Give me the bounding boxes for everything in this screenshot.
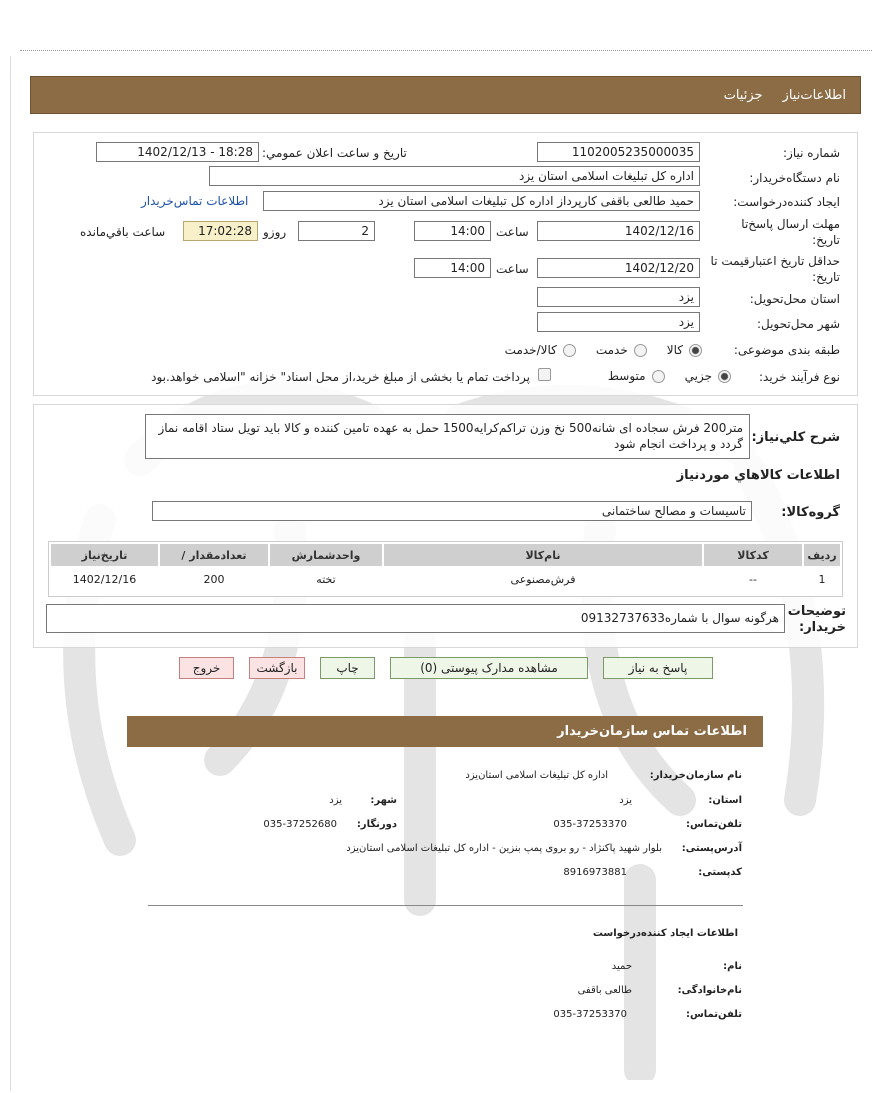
col-name-header: نام‌کالا <box>383 543 703 567</box>
process-options <box>596 367 731 385</box>
col-unit-header: واحدشمارش <box>269 543 383 567</box>
contact-address-label: آدرس‌پستی: <box>681 843 742 854</box>
summary-box <box>145 414 750 459</box>
summary-text: متر200 فرش سجاده ای شانه500 نخ وزن تراکم‌کرایه1500 حمل به عهده تامین کننده و کالا باید تویل ستاد اقامه نماز گردد و پرداخت انجام شود <box>158 421 743 451</box>
contact-fax-label: دورنگار: <box>356 819 397 830</box>
print-button[interactable]: چاپ <box>320 657 375 679</box>
validity-time-label: ساعت <box>496 262 529 276</box>
tab-need-info[interactable]: اطلاعات‌نیاز <box>782 87 846 103</box>
tab-details[interactable]: جزئیات <box>723 87 763 103</box>
need-number-label: شماره نیاز: <box>783 146 840 160</box>
process-label: نوع فرآیند خرید: <box>759 370 840 384</box>
cell-unit: تخته <box>316 573 336 586</box>
remaining-label: ساعت باقي‌مانده <box>80 225 166 239</box>
deadline-label: مهلت ارسال پاسخ‌تا تاریخ: <box>741 217 840 247</box>
buyer-notes-field: هرگونه سوال با شماره09132737633 <box>46 604 785 633</box>
col-qty-header: تعدادمقدار / <box>159 543 269 567</box>
category-both-label: کالا/خدمت <box>504 343 557 357</box>
announce-label: تاریخ و ساعت اعلان عمومي: <box>262 146 407 160</box>
province-field: یزد <box>537 287 700 307</box>
process-medium-label: متوسط <box>607 369 646 383</box>
cell-row: 1 <box>818 573 826 586</box>
days-field: 2 <box>298 221 375 241</box>
process-minor-label: جزیي <box>684 369 712 383</box>
contact-postal-label: کد‌پستی: <box>698 867 742 878</box>
creator-name-label: نام: <box>723 961 742 972</box>
org-label: نام سازمان‌خریدار: <box>649 770 742 781</box>
need-number-field: 1102005235000035 <box>537 142 700 162</box>
col-code-header: کدکالا <box>703 543 803 567</box>
back-button[interactable]: بازگشت <box>249 657 305 679</box>
city-field: یزد <box>537 312 700 332</box>
process-medium-radio[interactable] <box>652 370 665 383</box>
city-label: شهر محل‌تحویل: <box>756 317 840 331</box>
col-date-header: تاریخ‌نیاز <box>50 543 159 567</box>
contact-city-label: شهر: <box>370 795 397 806</box>
category-service-label: خدمت <box>595 343 628 357</box>
process-minor-radio[interactable] <box>718 370 731 383</box>
section-divider <box>148 905 743 906</box>
view-documents-button[interactable]: مشاهده مدارک پیوستی (0) <box>390 657 588 679</box>
deadline-time-label: ساعت <box>496 225 529 239</box>
summary-label: شرح کلي‌نیاز: <box>751 430 840 445</box>
left-border <box>10 56 11 1091</box>
creator-field: حمید طالعی باقفی کارپرداز اداره کل تبلیغات اسلامی استان یزد <box>263 191 700 211</box>
goods-group-field: تاسیسات و مصالح ساختمانی <box>152 501 752 521</box>
validity-date-field: 1402/12/20 <box>537 258 700 278</box>
validity-time-field: 14:00 <box>414 258 491 278</box>
category-both-radio[interactable] <box>563 344 576 357</box>
header-bar <box>30 76 861 114</box>
creator-phone-label: تلفن‌تماس: <box>685 1009 742 1020</box>
validity-label: حداقل تاریخ اعتبار‌قیمت تا تاریخ: <box>710 254 840 284</box>
cell-name: فرش‌مصنوعی <box>510 573 576 586</box>
buyer-contact-title: اطلاعات تماس سازمان‌خریدار <box>127 716 763 747</box>
cell-date: 1402/12/16 <box>72 573 137 586</box>
org-value: اداره کل تبلیغات اسلامی استان‌یزد <box>465 770 608 781</box>
buyer-org-label: نام دستگاه‌خریدار: <box>749 171 840 185</box>
goods-info-title: اطلاعات کالاهاي موردنیاز <box>676 468 840 483</box>
buyer-notes-label: توضیحات خریدار: <box>787 604 846 635</box>
category-goods-radio[interactable] <box>689 344 702 357</box>
contact-fax-value: 035-37252680 <box>263 819 337 830</box>
contact-city-value: یزد <box>329 795 342 806</box>
announce-field: 1402/12/13 - 18:28 <box>96 142 259 162</box>
contact-phone-label: تلفن‌تماس: <box>685 819 742 830</box>
col-row-header: ردیف <box>803 543 841 567</box>
category-goods-label: کالا <box>666 343 683 357</box>
cell-code: -- <box>749 573 757 586</box>
goods-table <box>48 541 843 597</box>
creator-name-value: حمید <box>611 961 632 972</box>
contact-address-value: بلوار شهید پاکنژاد - رو بروی پمپ بنزین - اداره کل تبلیغات اسلامی استان‌یزد <box>346 843 662 854</box>
creator-phone-value: 035-37253370 <box>553 1009 627 1020</box>
goods-table-header <box>50 543 841 567</box>
contact-province-value: یزد <box>619 795 632 806</box>
reply-button[interactable]: پاسخ به نیاز <box>603 657 713 679</box>
days-label: روزو <box>263 225 287 239</box>
category-options <box>480 341 702 359</box>
cell-qty: 200 <box>203 573 225 586</box>
treasury-payment-label: پرداخت تمام یا بخشی از مبلغ خرید،از محل اسناد" خزانه "اسلامی خواهد.بود <box>151 370 530 384</box>
deadline-time-field: 14:00 <box>414 221 491 241</box>
top-divider <box>20 50 872 51</box>
province-label: استان محل‌تحویل: <box>749 292 840 306</box>
contact-postal-value: 8916973881 <box>563 867 627 878</box>
exit-button[interactable]: خروج <box>179 657 234 679</box>
contact-province-label: استان: <box>708 795 742 806</box>
treasury-payment-checkbox[interactable] <box>538 368 551 381</box>
creator-family-value: طالعی باقفی <box>577 985 632 996</box>
buyer-contact-link[interactable]: اطلاعات تماس‌خریدار <box>141 194 249 208</box>
table-row <box>50 567 841 591</box>
contact-phone-value: 035-37253370 <box>553 819 627 830</box>
deadline-date-field: 1402/12/16 <box>537 221 700 241</box>
creator-family-label: نام‌خانوادگی: <box>677 985 742 996</box>
remaining-time-field: 17:02:28 <box>183 221 258 241</box>
goods-table-grid <box>49 542 842 591</box>
category-label: طبقه بندی موضوعی: <box>733 343 840 357</box>
creator-info-title: اطلاعات ایجاد کننده‌درخواست <box>592 928 738 939</box>
creator-label: ایجاد کننده‌درخواست: <box>733 195 840 209</box>
goods-group-label: گروه‌کالا: <box>781 505 840 520</box>
category-service-radio[interactable] <box>634 344 647 357</box>
buyer-org-field: اداره کل تبلیغات اسلامی استان یزد <box>209 166 700 186</box>
